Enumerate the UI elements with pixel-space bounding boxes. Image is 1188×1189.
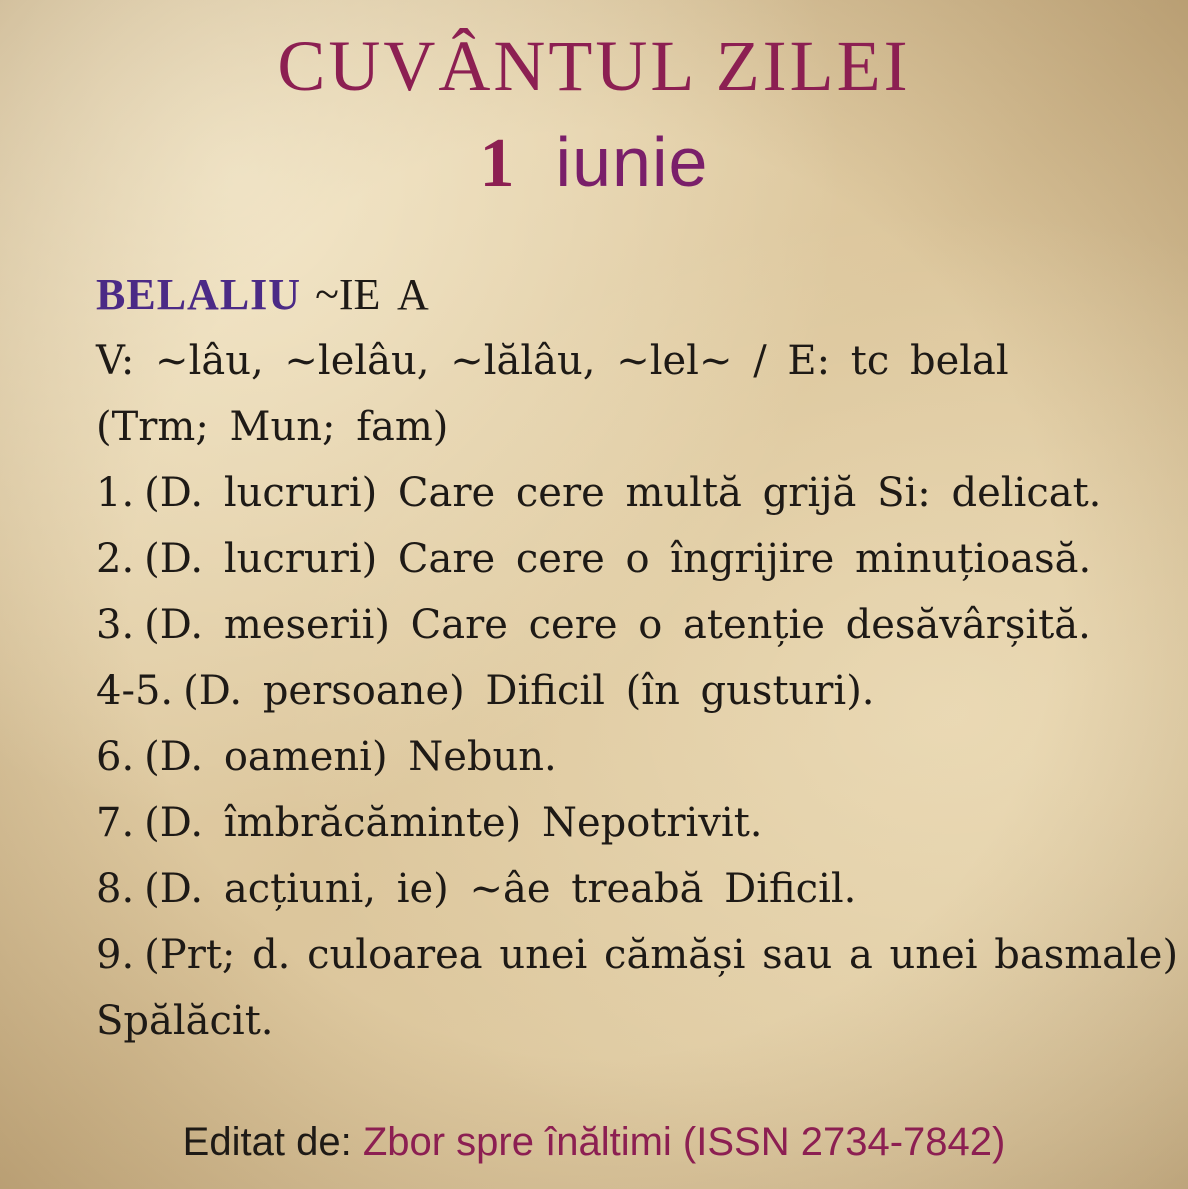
sense-item bbox=[96, 592, 1181, 658]
sense-number: 7. bbox=[96, 800, 135, 846]
sense-number: 1. bbox=[96, 470, 135, 516]
footer-credit bbox=[0, 1112, 1188, 1172]
sense-text: (Prt; d. culoarea unei cămăși sau a unei basmale) bbox=[144, 932, 1179, 978]
sense-item bbox=[96, 460, 1181, 526]
sense-item bbox=[96, 658, 1181, 724]
date-heading bbox=[0, 122, 1188, 204]
headword: BELALIU bbox=[96, 270, 302, 319]
headword-line bbox=[96, 262, 1181, 328]
date-month: iunie bbox=[555, 123, 709, 201]
sense-item bbox=[96, 724, 1181, 790]
date-day: 1 bbox=[479, 125, 516, 202]
sense-item bbox=[96, 856, 1181, 922]
sense-text: (D. meserii) Care cere o atenție desăvârșită. bbox=[144, 602, 1091, 648]
publisher-name: Zbor spre înăltimi (ISSN 2734-7842) bbox=[362, 1120, 1006, 1164]
sense-number: 8. bbox=[96, 866, 135, 912]
qualifiers-line: (Trm; Mun; fam) bbox=[96, 404, 449, 450]
variants-line: V: ~lâu, ~lelâu, ~lălâu, ~lel~ / E: tc belal bbox=[96, 338, 1009, 384]
sense-number: 9. bbox=[96, 932, 135, 978]
sense-text: (D. acțiuni, ie) ~âe treabă Dificil. bbox=[144, 866, 857, 912]
sense-continuation: Spălăcit. bbox=[96, 998, 274, 1044]
sense-number: 4-5. bbox=[96, 668, 174, 714]
sense-number: 2. bbox=[96, 536, 135, 582]
sense-text: (D. îmbrăcăminte) Nepotrivit. bbox=[144, 800, 763, 846]
sense-text: (D. lucruri) Care cere o îngrijire minuțioasă. bbox=[144, 536, 1092, 582]
page-title: CUVÂNTUL ZILEI bbox=[277, 26, 911, 106]
sense-item bbox=[96, 922, 1181, 988]
sense-item bbox=[96, 790, 1181, 856]
sense-text: (D. oameni) Nebun. bbox=[144, 734, 557, 780]
sense-text: (D. lucruri) Care cere multă grijă Si: delicat. bbox=[144, 470, 1102, 516]
footer-label: Editat de: bbox=[182, 1120, 352, 1164]
dictionary-entry bbox=[96, 262, 1181, 1054]
sense-text: (D. persoane) Dificil (în gusturi). bbox=[183, 668, 875, 714]
headword-suffix: ~IE A bbox=[315, 270, 429, 319]
sense-item bbox=[96, 526, 1181, 592]
sense-number: 6. bbox=[96, 734, 135, 780]
sense-number: 3. bbox=[96, 602, 135, 648]
